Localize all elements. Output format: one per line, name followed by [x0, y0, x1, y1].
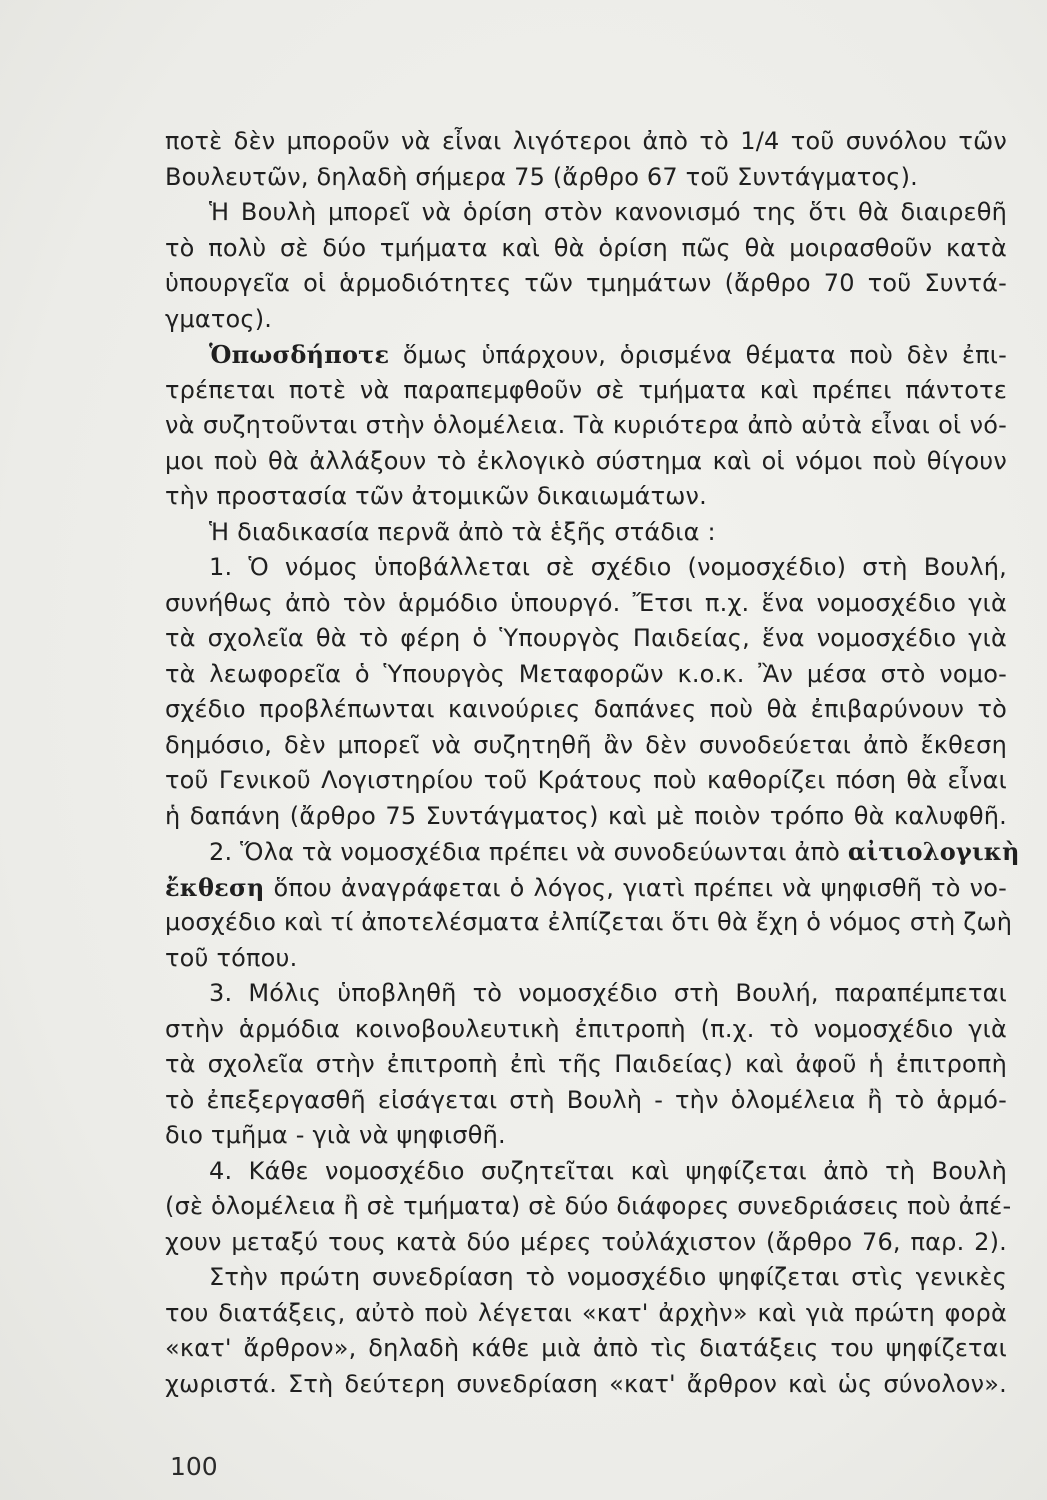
bold-term: ἔκθεση: [165, 872, 265, 902]
text-line: χωριστά. Στὴ δεύτερη συνεδρίαση «κατ' ἄρθρον καὶ ὡς σύνολον».: [165, 1369, 1007, 1398]
text-line: τοῦ Γενικοῦ Λογιστηρίου τοῦ Κράτους ποὺ καθορίζει πόση θὰ εἶναι: [165, 766, 1007, 794]
text-line: συνήθως ἀπὸ τὸν ἁρμόδιο ὑπουργό. Ἔτσι π.χ. ἕνα νομοσχέδιο γιὰ: [165, 588, 1007, 617]
text-line-start: 2. Ὅλα τὰ νομοσχέδια πρέπει νὰ συνοδεύωνται ἀπὸ: [209, 838, 840, 866]
text-line: στὴν ἁρμόδια κοινοβουλευτικὴ ἐπιτροπὴ (π.χ. τὸ νομοσχέδιο γιὰ: [165, 1014, 1007, 1043]
text-line: τὰ σχολεῖα θὰ τὸ φέρη ὁ Ὑπουργὸς Παιδείας, ἕνα νομοσχέδιο γιὰ: [165, 624, 1007, 652]
text-line: 4. Κάθε νομοσχέδιο συζητεῖται καὶ ψηφίζεται ἀπὸ τὴ Βουλὴ: [209, 1156, 1007, 1185]
text-line: μοσχέδιο καὶ τί ἀποτελέσματα ἐλπίζεται ὅτι θὰ ἔχη ὁ νόμος στὴ ζωὴ: [165, 908, 1013, 936]
text-line: [165, 870, 1007, 906]
text-line: μοι ποὺ θὰ ἀλλάξουν τὸ ἐκλογικὸ σύστημα καὶ οἱ νόμοι ποὺ θίγουν: [165, 446, 1007, 475]
text-line: τὰ σχολεῖα στὴν ἐπιτροπὴ ἐπὶ τῆς Παιδείας) καὶ ἀφοῦ ἡ ἐπιτροπὴ: [165, 1050, 1007, 1078]
text-line: Ἡ διαδικασία περνᾶ ἀπὸ τὰ ἑξῆς στάδια :: [209, 517, 716, 546]
page-body-text: [165, 124, 1025, 1402]
text-line: [165, 337, 1007, 373]
text-line: 1. Ὁ νόμος ὑποβάλλεται σὲ σχέδιο (νομοσχέδιο) στὴ Βουλή,: [209, 553, 1007, 581]
text-line: [165, 834, 1020, 870]
text-line: σχέδιο προβλέπωνται καινούριες δαπάνες ποὺ θὰ ἐπιβαρύνουν τὸ: [165, 695, 1007, 723]
text-line: τοῦ τόπου.: [165, 943, 298, 972]
text-line: τρέπεται ποτὲ νὰ παραπεμφθοῦν σὲ τμήματα καὶ πρέπει πάντοτε: [165, 375, 1007, 404]
text-line: Βουλευτῶν, δηλαδὴ σήμερα 75 (ἄρθρο 67 τοῦ Συντάγματος).: [165, 162, 918, 191]
bold-term: Ὁπωσδήποτε: [209, 340, 390, 369]
text-line-rest: ὅπου ἀναγράφεται ὁ λόγος, γιατὶ πρέπει νὰ ψηφισθῆ τὸ νο-: [273, 873, 1007, 902]
page-number: 100: [170, 1452, 218, 1481]
text-line: 3. Μόλις ὑποβληθῆ τὸ νομοσχέδιο στὴ Βουλή, παραπέμπεται: [209, 979, 1007, 1007]
text-line: τὸ πολὺ σὲ δύο τμήματα καὶ θὰ ὁρίση πῶς θὰ μοιρασθοῦν κατὰ: [165, 233, 1007, 262]
text-line: νὰ συζητοῦνται στὴν ὁλομέλεια. Τὰ κυριότερα ἀπὸ αὐτὰ εἶναι οἱ νό-: [165, 411, 1007, 439]
text-line: (σὲ ὁλομέλεια ἢ σὲ τμήματα) σὲ δύο διάφορες συνεδριάσεις ποὺ ἀπέ-: [165, 1192, 1012, 1220]
text-line: Στὴν πρώτη συνεδρίαση τὸ νομοσχέδιο ψηφίζεται στὶς γενικὲς: [209, 1263, 1007, 1291]
text-line: του διατάξεις, αὐτὸ ποὺ λέγεται «κατ' ἀρχὴν» καὶ γιὰ πρώτη φορὰ: [165, 1298, 1007, 1327]
text-line: ἡ δαπάνη (ἄρθρο 75 Συντάγματος) καὶ μὲ ποιὸν τρόπο θὰ καλυφθῆ.: [165, 801, 1007, 830]
text-line: χουν μεταξύ τους κατὰ δύο μέρες τοὐλάχιστον (ἄρθρο 76, παρ. 2).: [165, 1227, 1007, 1256]
text-line: ὑπουργεῖα οἱ ἁρμοδιότητες τῶν τμημάτων (ἄρθρο 70 τοῦ Συντά-: [165, 269, 1007, 297]
text-line: «κατ' ἄρθρον», δηλαδὴ κάθε μιὰ ἀπὸ τὶς διατάξεις του ψηφίζεται: [165, 1334, 1007, 1362]
text-line: τὰ λεωφορεῖα ὁ Ὑπουργὸς Μεταφορῶν κ.ο.κ. Ἂν μέσα στὸ νομο-: [165, 659, 1007, 688]
text-line: Ἡ Βουλὴ μπορεῖ νὰ ὁρίση στὸν κανονισμό της ὅτι θὰ διαιρεθῆ: [209, 198, 1007, 226]
text-line-rest: ὅμως ὑπάρχουν, ὁρισμένα θέματα ποὺ δὲν ἐπι-: [402, 341, 1007, 369]
text-line: διο τμῆμα - γιὰ νὰ ψηφισθῆ.: [165, 1121, 506, 1149]
text-line: τὴν προστασία τῶν ἀτομικῶν δικαιωμάτων.: [165, 482, 707, 510]
text-line: ποτὲ δὲν μποροῦν νὰ εἶναι λιγότεροι ἀπὸ τὸ 1/4 τοῦ συνόλου τῶν: [165, 127, 1007, 155]
text-line: τὸ ἐπεξεργασθῆ εἰσάγεται στὴ Βουλὴ - τὴν ὁλομέλεια ἢ τὸ ἁρμό-: [165, 1085, 1007, 1114]
bold-term: αἰτιολογικὴ: [847, 837, 1020, 866]
text-line: γματος).: [165, 304, 273, 333]
text-line: δημόσιο, δὲν μπορεῖ νὰ συζητηθῆ ἂν δὲν συνοδεύεται ἀπὸ ἔκθεση: [165, 730, 1007, 759]
